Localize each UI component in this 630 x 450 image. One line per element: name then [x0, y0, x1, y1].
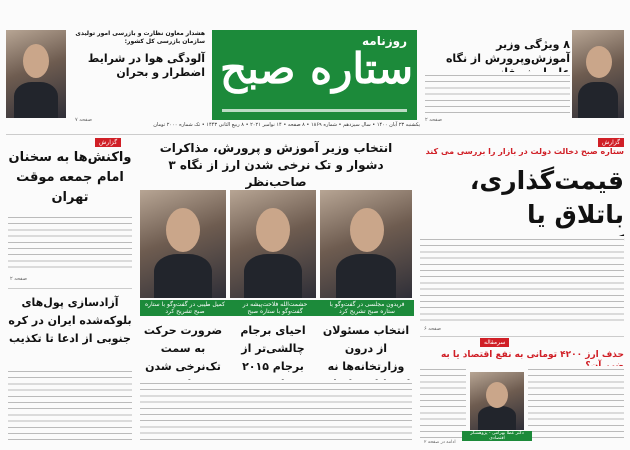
main-story-headline: قیمت‌گذاری، باتلاق یا: [469, 166, 624, 229]
bahrami-photo: [470, 372, 524, 430]
bottom-right-divider: [420, 336, 624, 337]
bottom-right-headline: حذف ارز ۴۲۰۰ تومانی به نفع اقتصاد یا به: [440, 350, 624, 360]
top-left-headline: آلودگی هوا در شرایط اضطرار و بحران: [87, 52, 205, 79]
top-left-page-ref: صفحه ۷: [75, 117, 92, 123]
main-story-body: [420, 236, 624, 322]
col3-kicker: کمیل طیبی در گفت‌وگو با ستاره صبح تشریح کرد: [140, 300, 230, 316]
bottom-right-page-ref: ادامه در صفحه ۲: [424, 440, 456, 445]
top-right-page-ref: صفحه ۲: [425, 117, 442, 123]
col3-headline: ضرورت حرکت به سمت تک‌نرخی شدن: [143, 324, 223, 373]
col1-headline: انتخاب مسئولان از درون وزارتخانه‌ها نه: [322, 324, 410, 373]
main-story-tag: گزارش: [598, 138, 624, 147]
top-left-kicker: [70, 30, 205, 45]
left-story-2-body: [8, 368, 132, 440]
left-story-1: واکنش‌ها به سخنان امام جمعه موقت تهران: [8, 150, 132, 205]
left-column-tag: گزارش: [95, 138, 121, 147]
falahatpisheh-photo: [230, 190, 316, 298]
official-photo: [6, 30, 66, 118]
masthead-daily: روزنامه: [362, 34, 407, 48]
left-divider: [8, 288, 132, 289]
dateline: یکشنبه ۲۳ آبان ۱۴۰۰ • سال سیزدهم • شماره ۱۸۶۹ • ۸ صفحه • ۱۴ نوامبر ۲۰۲۱ • ۸ ربیع الثانی ۱۴۴۳ • تک شماره ۲۰۰۰ تومان: [153, 122, 420, 128]
tayebi-photo: [140, 190, 226, 298]
main-story-kicker: ستاره صبح دخالت دولت در بازار را بررسی می کند: [425, 147, 624, 156]
top-divider: [6, 134, 624, 135]
top-right-headline: ۸ ویژگی وزیر آموزش‌وپرورش از نگاه: [445, 38, 570, 65]
left-page-ref: صفحه ۲: [10, 276, 27, 282]
col1-kicker: فریدون مجلسی در گفت‌وگو با ستاره صبح تشریح کرد: [320, 300, 414, 316]
top-left-kicker-2: سازمان بازرسی کل کشور:: [124, 37, 205, 45]
masthead: [212, 30, 417, 120]
center-headline: انتخاب وزیر آموزش و پرورش، مذاکرات دشوار و تک نرخی شدن ارز از نگاه ۳ صاحب‌نظر: [159, 141, 393, 189]
left-story-1-body: [8, 214, 132, 270]
majlesi-photo: [320, 190, 412, 298]
bahrami-caption: دکتر عطا بهرامی - پژوهشگر اقتصادی: [462, 431, 532, 441]
main-story-page-ref: صفحه ۶: [424, 326, 441, 332]
top-left-kicker-1: هشدار معاون نظارت و بازرسی امور تولیدی: [75, 30, 205, 37]
bottom-left-body: [420, 366, 466, 442]
bottom-right-body: [528, 366, 624, 442]
col2-headline: احیای برجام چالشی‌تر از برجام ۲۰۱۵: [240, 324, 306, 373]
left-story-2: آزادسازی پول‌های بلوکه‌شده ایران در کره جنوبی از ادعا تا تکذیب: [8, 296, 132, 345]
top-right-body: [425, 72, 570, 116]
col2-kicker: حشمت‌الله فلاحت‌پیشه در گفت‌وگو با ستاره صبح: [230, 300, 320, 316]
bottom-right-tag: سرمقاله: [480, 338, 509, 347]
masthead-logo: ستاره صبح: [220, 44, 414, 93]
center-body: [140, 380, 412, 440]
masthead-ornament: [222, 109, 407, 112]
fani-photo: [572, 30, 624, 118]
